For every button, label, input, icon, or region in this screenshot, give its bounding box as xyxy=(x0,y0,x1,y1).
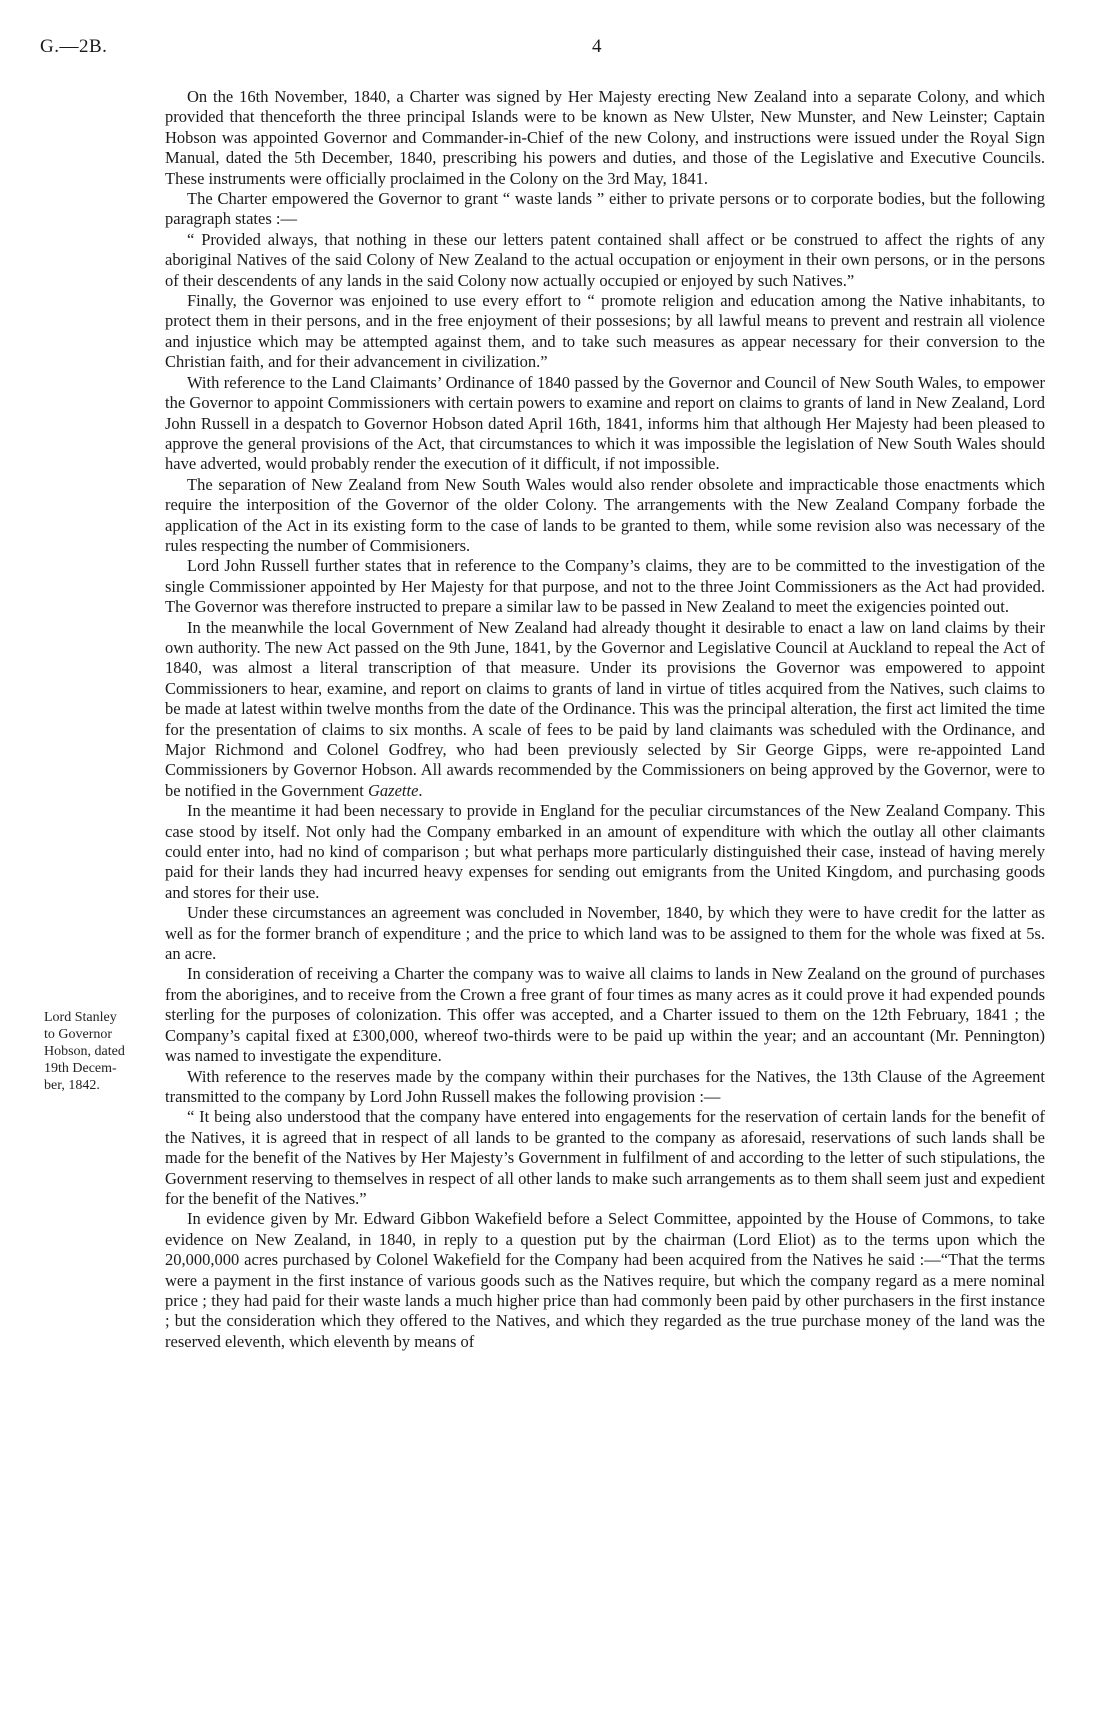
paragraph: Under these circumstances an agreement was concluded in November, 1840, by which they were to have credit for the latter as well as for the former branch of expenditure ; and the price to which land was to be assigned to them for the whole was fixed at 5s. an acre. xyxy=(165,903,1045,964)
margin-note-line: Hobson, dated xyxy=(44,1044,125,1059)
paragraph-text: In the meanwhile the local Government of New Zealand had already thought it desirable to enact a law on land claims by their own authority. The new Act passed on the 9th June, 1841, by the Governor and Legislative Council at Auckland to repeal the Act of 1840, was almost a literal transcription of that measure. Under its provisions the Governor was empowered to appoint Commissioners to hear, examine, and report on claims to grants of land in virtue of titles acquired from the Natives, such claims to be made at latest within twelve months from the date of the Ordinance. This was the principal alteration, the first act limited the time for the presentation of claims to six months. A scale of fees to be paid by land claimants was scheduled with the Ordinance, and Major Richmond and Colonel Godfrey, who had been previously selected by Sir George Gipps, were re-appointed Land Commissioners by Governor Hobson. All awards recommended by the Commissioners on being approved by the Governor, were to be notified in the Government xyxy=(165,617,1045,800)
margin-note-line: Lord Stanley xyxy=(44,1010,117,1025)
page-header xyxy=(40,36,1040,62)
margin-note xyxy=(44,1009,156,1094)
page-number: 4 xyxy=(592,36,602,57)
quoted-paragraph: “ It being also understood that the company have entered into engagements for the reservation of certain lands for the benefit of the Natives, it is agreed that in respect of all lands to be granted to the company as aforesaid, reservations of such lands shall be made for the benefit of the Natives by Her Majesty’s Government in fulfilment of and according to the letter of such stipulations, the Government reserving to themselves in respect of all other lands to make such arrangements as to them shall seem just and expedient for the benefit of the Natives.” xyxy=(165,1107,1045,1208)
paragraph: The separation of New Zealand from New South Wales would also render obsolete and impracticable those enactments which require the interposition of the Governor of the older Colony. The arrangements with the New Zealand Company forbade the application of the Act in its existing form to the case of lands to be granted to them, while some revision also was necessary of the rules respecting the number of Commisioners. xyxy=(165,474,1045,555)
paragraph: On the 16th November, 1840, a Charter was signed by Her Majesty erecting New Zealand into a separate Colony, and which provided that thenceforth the three principal Islands were to be known as New Ulster, New Munster, and New Leinster; Captain Hobson was appointed Governor and Commander-in-Chief of the new Colony, and instructions were issued under the Royal Sign Manual, dated the 5th December, 1840, prescribing his powers and duties, and those of the Legislative and Executive Councils. These instruments were officially proclaimed in the Colony on the 3rd May, 1841. xyxy=(165,87,1045,188)
quoted-paragraph: “ Provided always, that nothing in these our letters patent contained shall affect or be construed to affect the rights of any aboriginal Natives of the said Colony of New Zealand to the actual occupation or enjoyment in their own persons, or in the persons of their descendents of any lands in the said Colony now actually occupied or enjoyed by such Natives.” xyxy=(165,229,1045,290)
paragraph: Finally, the Governor was enjoined to use every effort to “ promote religion and education among the Native inhabitants, to protect them in their persons, and in the free enjoyment of their possesions; by all lawful means to prevent and restrain all violence and injustice which may be attempted against them, and to take such measures as appear necessary for their conversion to the Christian faith, and for their advancement in civilization.” xyxy=(165,291,1045,372)
paragraph: In the meantime it had been necessary to provide in England for the peculiar circumstances of the New Zealand Company. This case stood by itself. Not only had the Company embarked in an amount of expenditure with which the outlay all other claimants could enter into, had no kind of comparison ; but what perhaps more particularly distinguished their case, instead of having merely paid for their lands they had incurred heavy expenses for sending out emigrants from the United Kingdom, and purchasing goods and stores for their use. xyxy=(165,801,1045,902)
gazette-title: Gazette xyxy=(368,780,419,800)
paragraph: Lord John Russell further states that in reference to the Company’s claims, they are to be committed to the investigation of the single Commissioner appointed by Her Majesty for that purpose, and not to the three Joint Commissioners as the Act had provided. The Governor was therefore instructed to prepare a similar law to be passed in New Zealand to meet the exigencies pointed out. xyxy=(165,556,1045,617)
margin-note-line: to Governor xyxy=(44,1027,113,1042)
paragraph: In evidence given by Mr. Edward Gibbon Wakefield before a Select Committee, appointed by the House of Commons, to take evidence on New Zealand, in 1840, in reply to a question put by the chairman (Lord Eliot) as to the terms upon which the 20,000,000 acres purchased by Colonel Wakefield for the Company had been acquired from the Natives he said :—“That the terms were a payment in the first instance of various goods such as the Natives require, but which the company regard as a mere nominal price ; they had paid for their waste lands a much higher price than had commonly been paid by other purchasers in the first instance ; but the consideration which they offered to the Natives, and which they regarded as the true purchase money of the land was the reserved eleventh, which eleventh by means of xyxy=(165,1209,1045,1351)
body-text xyxy=(165,87,1045,1352)
paragraph: In consideration of receiving a Charter the company was to waive all claims to lands in New Zealand on the ground of purchases from the aborigines, and to receive from the Crown a free grant of four times as many acres as it could prove it had expended pounds sterling for the purposes of colonization. This offer was accepted, and a Charter issued to them on the 12th February, 1841 ; the Company’s capital fixed at £300,000, whereof two-thirds were to be paid up within the year; and an accountant (Mr. Pennington) was named to investigate the expenditure. xyxy=(165,964,1045,1066)
margin-note-line: ber, 1842. xyxy=(44,1078,100,1093)
paragraph: The Charter empowered the Governor to grant “ waste lands ” either to private persons or to corporate bodies, but the following paragraph states :— xyxy=(165,189,1045,229)
paragraph: With reference to the Land Claimants’ Ordinance of 1840 passed by the Governor and Council of New South Wales, to empower the Governor to appoint Commissioners with certain powers to examine and report on claims to grants of land in New Zealand, Lord John Russell in a despatch to Governor Hobson dated April 16th, 1841, informs him that although Her Majesty had been pleased to approve the general provisions of the Act, that circumstances to which it was impossible the legislation of New South Wales should have adverted, would probably render the execution of it difficult, if not impossible. xyxy=(165,372,1045,474)
paragraph xyxy=(165,618,1045,802)
gazette-period: . xyxy=(418,780,423,800)
document-reference: G.—2B. xyxy=(40,36,108,57)
margin-note-line: 19th Decem- xyxy=(44,1061,117,1076)
paragraph: With reference to the reserves made by the company within their purchases for the Natives, the 13th Clause of the Agreement transmitted to the company by Lord John Russell makes the following provision :— xyxy=(165,1066,1045,1106)
